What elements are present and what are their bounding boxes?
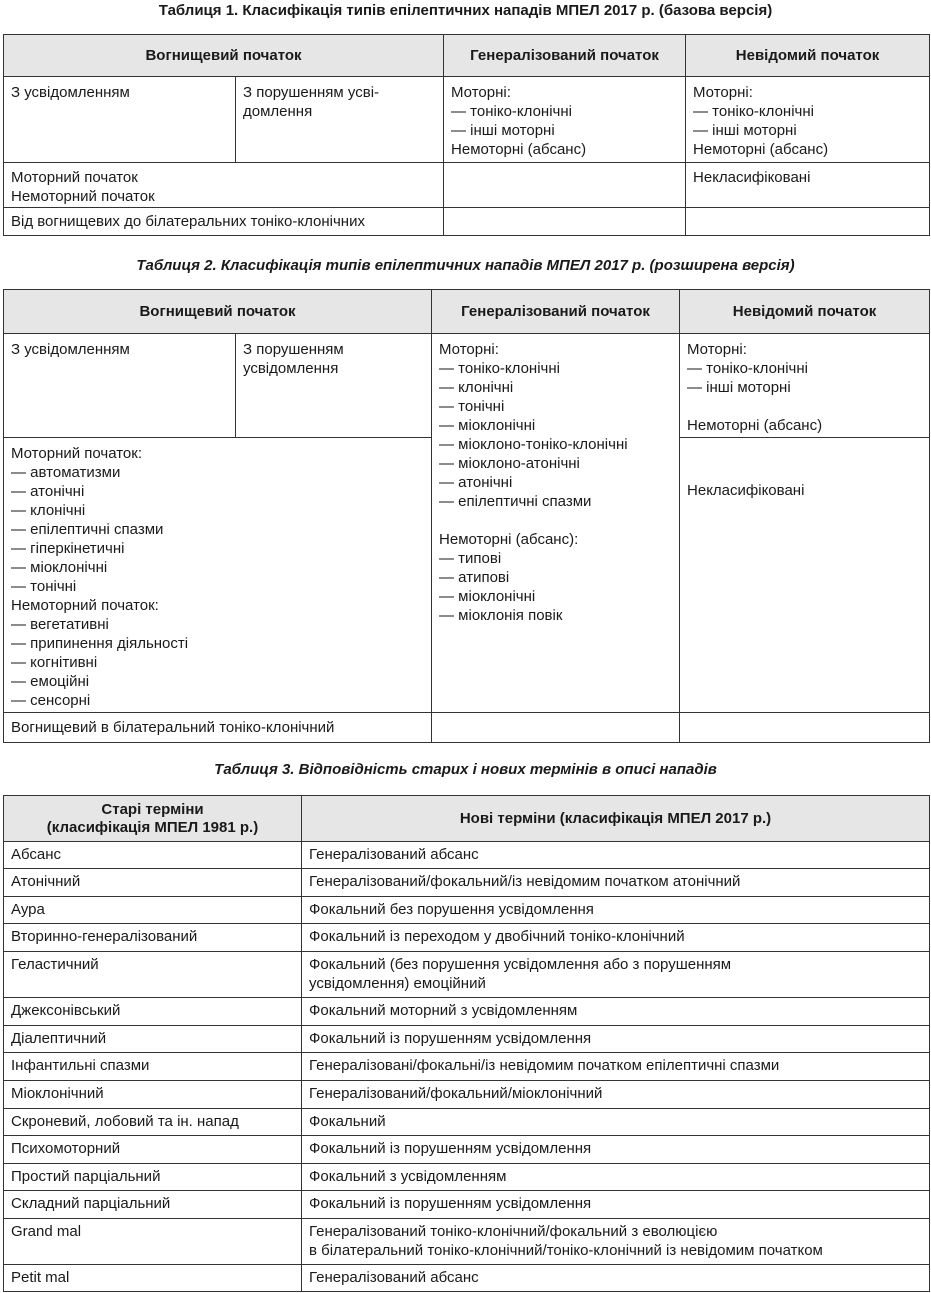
old-term-cell: Атонічний xyxy=(4,869,302,897)
table1-header-generalized: Генералізований початок xyxy=(444,35,686,77)
table1-focal-aware: З усвідомленням xyxy=(4,77,236,163)
old-term-cell: Діалептичний xyxy=(4,1026,302,1053)
table3-caption: Таблиця 3. Відповідність старих і нових термінів в описі нападів xyxy=(214,761,717,778)
table2-empty-cell xyxy=(680,713,930,743)
table-row xyxy=(4,998,930,1026)
table2-focal-impaired: З порушенням усвідомлення xyxy=(236,334,432,438)
table3-header-old: Старі терміни (класифікація МПЕЛ 1981 р.) xyxy=(4,796,302,842)
table1-header-focal: Вогнищевий початок xyxy=(4,35,444,77)
new-term-cell: Фокальний без порушення усвідомлення xyxy=(302,897,930,924)
table-row xyxy=(4,1081,930,1109)
old-term-cell: Petit mal xyxy=(4,1265,302,1292)
table-row xyxy=(4,897,930,924)
old-term-cell: Простий парціальний xyxy=(4,1164,302,1191)
table3 xyxy=(3,795,930,1292)
old-term-cell: Grand mal xyxy=(4,1219,302,1265)
table-row xyxy=(4,1191,930,1219)
table2-header-generalized: Генералізований початок xyxy=(432,290,680,334)
table2-focal-motor: Моторний початок: — автоматизми — атонічні — клонічні — епілептичні спазми — гіперкінетичні — міоклонічні — тонічні Немоторний початок: — вегетативні — припинення діяльності — когнітивні — емоційні — сенсорні xyxy=(4,438,432,713)
table-row xyxy=(4,1219,930,1265)
new-term-cell: Фокальний xyxy=(302,1109,930,1136)
table2-unknown: Моторні: — тоніко-клонічні — інші моторні Немоторні (абсанс) xyxy=(680,334,930,438)
table2-generalized: Моторні: — тоніко-клонічні — клонічні — тонічні — міоклонічні — міоклоно-тоніко-клонічні — міоклоно-атонічні — атонічні — епілептичні спазми Немоторні (абсанс): — типові — атипові — міоклонічні — міоклонія повік xyxy=(432,334,680,713)
old-term-cell: Міоклонічний xyxy=(4,1081,302,1109)
table-row xyxy=(4,952,930,998)
table1-unknown: Моторні: — тоніко-клонічні — інші моторні Немоторні (абсанс) xyxy=(686,77,930,163)
table1-header-unknown: Невідомий початок xyxy=(686,35,930,77)
old-term-cell: Скроневий, лобовий та ін. напад xyxy=(4,1109,302,1136)
table2-focal-aware: З усвідомленням xyxy=(4,334,236,438)
table2 xyxy=(3,289,930,743)
table-row xyxy=(4,1109,930,1136)
old-term-cell: Психомоторний xyxy=(4,1136,302,1164)
table-row xyxy=(4,1136,930,1164)
table-row xyxy=(4,1164,930,1191)
new-term-cell: Генералізований абсанс xyxy=(302,1265,930,1292)
new-term-cell: Фокальний (без порушення усвідомлення або з порушенням усвідомлення) емоційний xyxy=(302,952,930,998)
table1-focal-bilateral: Від вогнищевих до білатеральних тоніко-клонічних xyxy=(4,208,444,236)
new-term-cell: Фокальний із порушенням усвідомлення xyxy=(302,1026,930,1053)
table1-caption: Таблиця 1. Класифікація типів епілептичних нападів МПЕЛ 2017 р. (базова версія) xyxy=(158,2,773,19)
table-row xyxy=(4,1026,930,1053)
table1-empty-cell xyxy=(686,208,930,236)
table-row xyxy=(4,1265,930,1292)
new-term-cell: Генералізований/фокальний/міоклонічний xyxy=(302,1081,930,1109)
table1-empty-cell xyxy=(444,163,686,208)
old-term-cell: Інфантильні спазми xyxy=(4,1053,302,1081)
table-row xyxy=(4,1053,930,1081)
new-term-cell: Генералізований/фокальний/із невідомим початком атонічний xyxy=(302,869,930,897)
new-term-cell: Фокальний моторний з усвідомленням xyxy=(302,998,930,1026)
new-term-cell: Фокальний із переходом у двобічний тоніко-клонічний xyxy=(302,924,930,952)
table-row xyxy=(4,842,930,869)
table1-focal-impaired: З порушенням усві- домлення xyxy=(236,77,444,163)
new-term-cell: Фокальний із порушенням усвідомлення xyxy=(302,1136,930,1164)
table3-header-new: Нові терміни (класифікація МПЕЛ 2017 р.) xyxy=(302,796,930,842)
table-row xyxy=(4,924,930,952)
table1-generalized: Моторні: — тоніко-клонічні — інші моторні Немоторні (абсанс) xyxy=(444,77,686,163)
new-term-cell: Генералізований тоніко-клонічний/фокальний з еволюцією в білатеральний тоніко-клонічний/тоніко-клонічний із невідомим початком xyxy=(302,1219,930,1265)
table2-unclassified: Некласифіковані xyxy=(680,438,930,713)
table2-header-unknown: Невідомий початок xyxy=(680,290,930,334)
new-term-cell: Генералізовані/фокальні/із невідомим початком епілептичні спазми xyxy=(302,1053,930,1081)
old-term-cell: Складний парціальний xyxy=(4,1191,302,1219)
table2-caption: Таблиця 2. Класифікація типів епілептичних нападів МПЕЛ 2017 р. (розширена версія) xyxy=(136,257,795,274)
new-term-cell: Фокальний з усвідомленням xyxy=(302,1164,930,1191)
old-term-cell: Абсанс xyxy=(4,842,302,869)
table2-focal-bilateral: Вогнищевий в білатеральний тоніко-клонічний xyxy=(4,713,432,743)
old-term-cell: Джексонівський xyxy=(4,998,302,1026)
table2-header-focal: Вогнищевий початок xyxy=(4,290,432,334)
table-row xyxy=(4,869,930,897)
old-term-cell: Аура xyxy=(4,897,302,924)
new-term-cell: Генералізований абсанс xyxy=(302,842,930,869)
table2-empty-cell xyxy=(432,713,680,743)
old-term-cell: Геластичний xyxy=(4,952,302,998)
table1-focal-motor: Моторний початок Немоторний початок xyxy=(4,163,444,208)
table1-unclassified: Некласифіковані xyxy=(686,163,930,208)
table1-empty-cell xyxy=(444,208,686,236)
new-term-cell: Фокальний із порушенням усвідомлення xyxy=(302,1191,930,1219)
old-term-cell: Вторинно-генералізований xyxy=(4,924,302,952)
table1 xyxy=(3,34,930,236)
